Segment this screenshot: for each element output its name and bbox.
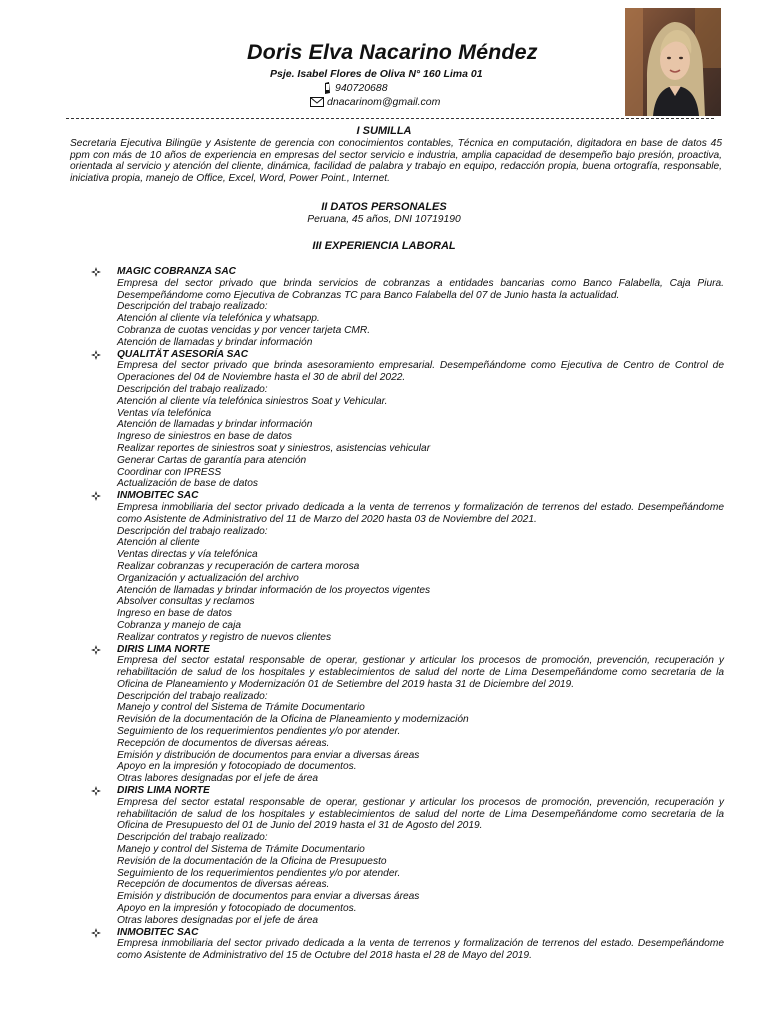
job-entry [70, 927, 724, 962]
job-task: Otras labores designadas por el jefe de área [117, 914, 319, 926]
job-entry [70, 490, 724, 643]
diamond-bullet-icon [91, 928, 101, 938]
phone-line [322, 82, 388, 94]
job-task: Otras labores designadas por el jefe de área [117, 773, 319, 785]
summary-title: I SUMILLA [356, 125, 412, 137]
job-task: Apoyo en la impresión y fotocopiado de documentos. [117, 903, 357, 915]
job-company [117, 644, 724, 656]
diamond-bullet-icon [91, 786, 101, 796]
job-task: Cobranza de cuotas vencidas y por vencer tarjeta CMR. [117, 324, 371, 336]
job-description: Empresa del sector privado que brinda servicios de cobranzas a entidades bancarias como Banco Falabella, Caja Piura. Desempeñándome como Ejecutiva de Cobranzas TC para Banco Falabella del 07 de Junio hasta la actualidad. [117, 277, 724, 301]
job-company-label: INMOBITEC SAC [117, 926, 199, 938]
job-description: Empresa inmobiliaria del sector privado dedicada a la venta de terrenos y formalización de terrenos del estado. Desempeñándome como Asistente de Administrativo del 15 de Octubre del 2018 hasta el 28 de Mayo del 2019. [117, 938, 724, 962]
job-task: Atención al cliente vía telefónica y whatsapp. [117, 313, 320, 325]
job-company-label: INMOBITEC SAC [117, 490, 199, 502]
job-task: Ventas vía telefónica [117, 407, 212, 419]
job-entry [70, 266, 724, 349]
job-description: Empresa del sector privado que brinda asesoramiento empresarial. Desempeñándome como Ejecutiva de Centro de Control de Operaciones del 04 de Noviembre hasta el 30 de abril del 2022. [117, 360, 724, 384]
job-task: Coordinar con IPRESS [117, 466, 222, 478]
job-company-label: DIRIS LIMA NORTE [117, 643, 210, 655]
header-divider [66, 118, 714, 119]
address: Psje. Isabel Flores de Oliva N° 160 Lima 01 [270, 68, 483, 80]
job-task: Seguimiento de los requerimientos pendientes y/o por atender. [117, 726, 401, 738]
job-task: Descripción del trabajo realizado: [117, 832, 268, 844]
job-task: Atención de llamadas y brindar información [117, 336, 313, 348]
job-task: Apoyo en la impresión y fotocopiado de documentos. [117, 761, 357, 773]
job-task: Atención de llamadas y brindar información [117, 419, 313, 431]
job-task: Emisión y distribución de documentos para enviar a diversas áreas [117, 891, 420, 903]
job-task: Realizar cobranzas y recuperación de cartera morosa [117, 560, 360, 572]
job-task: Realizar reportes de siniestros soat y siniestros, asistencias vehicular [117, 442, 431, 454]
job-task: Atención al cliente vía telefónica siniestros Soat y Vehicular. [117, 395, 388, 407]
job-description: Empresa del sector estatal responsable de operar, gestionar y articular los procesos de promoción, prevención, recuperación y rehabilitación de salud de los hospitales y establecimientos de salud del norte de Lima Desempeñándome como secretaria de la Oficina de Presupuesto del 01 de Junio del 2019 hasta el 31 de Agosto del 2019. [117, 796, 724, 832]
diamond-bullet-icon [91, 491, 101, 501]
job-task: Descripción del trabajo realizado: [117, 301, 268, 313]
job-task: Descripción del trabajo realizado: [117, 690, 268, 702]
job-task: Atención de llamadas y brindar información de los proyectos vigentes [117, 584, 431, 596]
job-entry [70, 785, 724, 927]
job-task: Organización y actualización del archivo [117, 572, 299, 584]
profile-photo [625, 8, 721, 116]
personal-data-text: Peruana, 45 años, DNI 10719190 [307, 214, 461, 225]
job-task: Revisión de la documentación de la Oficina de Presupuesto [117, 855, 387, 867]
job-task: Cobranza y manejo de caja [117, 619, 242, 631]
email-line [310, 96, 440, 108]
job-task: Descripción del trabajo realizado: [117, 383, 268, 395]
job-company [117, 785, 724, 797]
job-task: Absolver consultas y reclamos [117, 596, 255, 608]
job-company [117, 266, 724, 278]
mobile-phone-icon [322, 82, 332, 94]
job-task: Atención al cliente [117, 537, 200, 549]
job-task: Ingreso de siniestros en base de datos [117, 431, 292, 443]
job-company-label: QUALITÄT ASESORÍA SAC [117, 348, 249, 360]
job-task: Manejo y control del Sistema de Trámite Documentario [117, 844, 365, 856]
diamond-bullet-icon [91, 645, 101, 655]
job-task: Realizar contratos y registro de nuevos clientes [117, 631, 332, 643]
experience-title: III EXPERIENCIA LABORAL [312, 240, 456, 252]
job-task: Descripción del trabajo realizado: [117, 525, 268, 537]
job-task: Recepción de documentos de diversas aéreas. [117, 737, 330, 749]
experience-list [70, 266, 724, 962]
personal-data-title: II DATOS PERSONALES [321, 201, 447, 213]
email-address[interactable]: dnacarinom@gmail.com [327, 96, 441, 108]
job-company-label: DIRIS LIMA NORTE [117, 785, 210, 797]
job-task: Actualización de base de datos [117, 478, 259, 490]
envelope-icon [310, 97, 324, 107]
job-entry [70, 644, 724, 786]
job-company-label: MAGIC COBRANZA SAC [117, 266, 237, 277]
job-task: Revisión de la documentación de la Oficina de Planeamiento y modernización [117, 714, 469, 726]
job-task: Emisión y distribución de documentos para enviar a diversas áreas [117, 749, 420, 761]
candidate-name: Doris Elva Nacarino Méndez [247, 40, 538, 64]
job-company [117, 349, 724, 361]
job-task: Manejo y control del Sistema de Trámite Documentario [117, 702, 365, 714]
job-entry [70, 349, 724, 491]
job-company [117, 490, 724, 502]
job-description: Empresa del sector estatal responsable de operar, gestionar y articular los procesos de promoción, prevención, recuperación y rehabilitación de salud de los hospitales y establecimientos de salud del norte de Lima Desempeñándome como secretaria de la Oficina de Planeamiento y Modernización 01 de Setiembre del 2019 hasta 31 de Diciembre del 2019. [117, 655, 724, 690]
phone-number: 940720688 [335, 82, 388, 94]
diamond-bullet-icon [91, 267, 101, 277]
job-description: Empresa inmobiliaria del sector privado dedicada a la venta de terrenos y formalización de terrenos del estado. Desempeñándome como Asistente de Administrativo del 11 de Marzo del 2020 hasta 03 de Noviembre del 2021. [117, 501, 724, 525]
job-task: Recepción de documentos de diversas aéreas. [117, 879, 330, 891]
job-company [117, 927, 724, 939]
diamond-bullet-icon [91, 350, 101, 360]
job-task: Ingreso en base de datos [117, 608, 232, 620]
job-task: Seguimiento de los requerimientos pendientes y/o por atender. [117, 867, 401, 879]
job-task: Generar Cartas de garantía para atención [117, 454, 307, 466]
job-task: Ventas directas y vía telefónica [117, 549, 258, 561]
summary-text: Secretaria Ejecutiva Bilingüe y Asistente de gerencia con conocimientos contables, Técnica en computación, digitadora en base de datos 45 ppm con más de 10 años de experiencia en empresas del sector servicio e industria, amplia capacidad de desempeño bajo presión, proactiva, orientada al servicio y atención del cliente, dinámica, facilidad de palabra y trabajo en equipo, redacción propia, buena ortografía, responsable, iniciativa propia, manejo de Office, Excel, Word, Power Point., Internet. [70, 138, 722, 184]
